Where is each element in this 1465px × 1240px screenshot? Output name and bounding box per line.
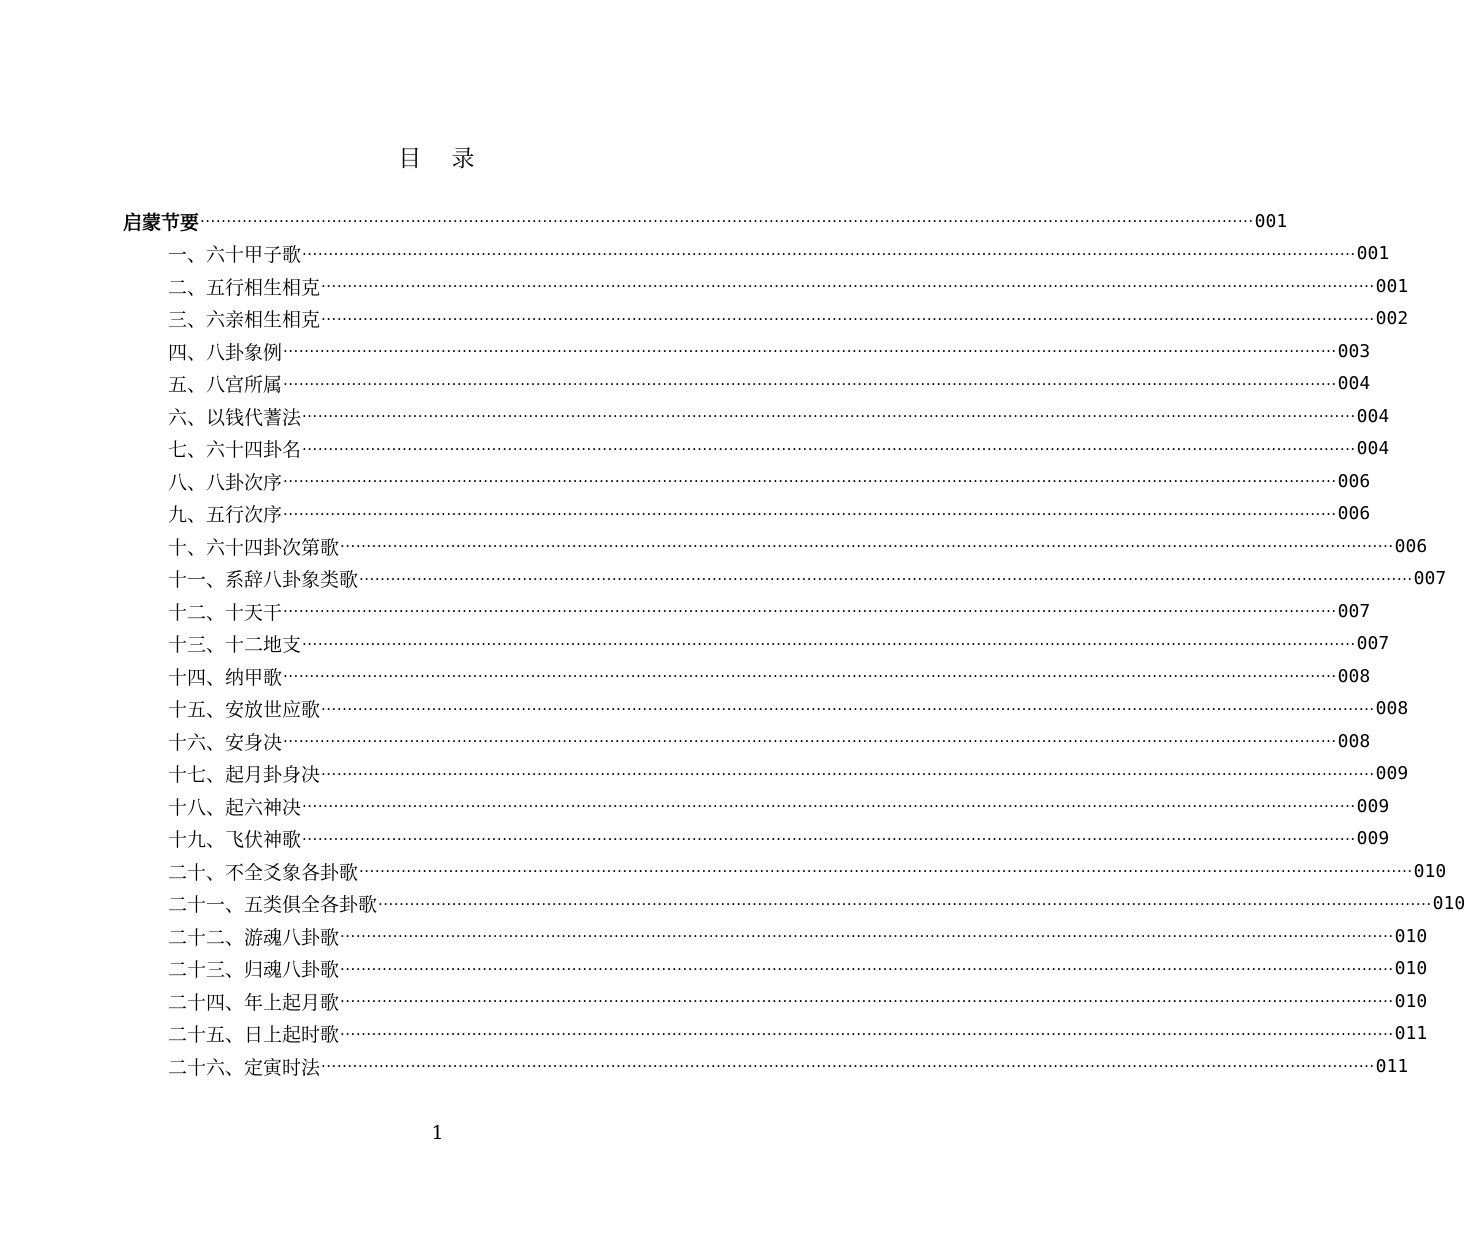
toc-entry-label: 一、六十甲子歌 bbox=[168, 244, 302, 267]
toc-entry-row[interactable] bbox=[168, 725, 1371, 758]
toc-entry-label: 四、八卦象例 bbox=[168, 341, 283, 364]
toc-entry-page: 009 bbox=[1356, 795, 1390, 817]
toc-entry-label: 三、六亲相生相克 bbox=[168, 309, 321, 332]
leader-dots: ········································································································································································································ bbox=[283, 504, 1337, 523]
toc-entry-label: 十七、起月卦身决 bbox=[168, 764, 321, 787]
toc-entry-label: 十一、系辞八卦象类歌 bbox=[168, 569, 359, 592]
leader-dots: ········································································································································································································ bbox=[302, 439, 1356, 458]
toc-entry-label: 二十五、日上起时歌 bbox=[168, 1024, 340, 1047]
toc-entry-row[interactable] bbox=[168, 595, 1371, 628]
toc-entry-label: 九、五行次序 bbox=[168, 504, 283, 527]
leader-dots: ········································································································································································································ bbox=[321, 277, 1375, 296]
leader-dots: ········································································································································································································ bbox=[283, 342, 1337, 361]
leader-dots: ········································································································································································································ bbox=[302, 407, 1356, 426]
toc-entry-label: 二十六、定寅时法 bbox=[168, 1056, 321, 1079]
footer-page-number: 1 bbox=[431, 1122, 444, 1144]
toc-entry-row[interactable] bbox=[168, 238, 1390, 271]
toc-entry-page: 007 bbox=[1356, 633, 1390, 655]
toc-entry-page: 008 bbox=[1375, 698, 1409, 720]
toc-entry-row[interactable] bbox=[168, 888, 1465, 921]
leader-dots: ········································································································································································································ bbox=[302, 829, 1356, 848]
toc-entry-page: 002 bbox=[1375, 308, 1409, 330]
toc-entry-row[interactable] bbox=[168, 563, 1447, 596]
leader-dots: ········································································································································································································ bbox=[359, 569, 1413, 588]
toc-entry-page: 006 bbox=[1394, 535, 1428, 557]
leader-dots: ········································································································································································································ bbox=[283, 374, 1337, 393]
toc-entry-page: 010 bbox=[1394, 990, 1428, 1012]
leader-dots: ········································································································································································································ bbox=[200, 212, 1254, 231]
toc-entry-page: 011 bbox=[1375, 1055, 1409, 1077]
toc-entry-row[interactable] bbox=[168, 985, 1428, 1018]
toc-entry-row[interactable] bbox=[168, 400, 1390, 433]
toc-entry-row[interactable] bbox=[168, 498, 1371, 531]
toc-entry-row[interactable] bbox=[168, 823, 1390, 856]
page-title bbox=[0, 140, 875, 173]
leader-dots: ········································································································································································································ bbox=[340, 927, 1394, 946]
toc-entry-row[interactable] bbox=[168, 855, 1447, 888]
leader-dots: ········································································································································································································ bbox=[302, 244, 1356, 263]
leader-dots: ········································································································································································································ bbox=[283, 602, 1337, 621]
toc-entry-page: 007 bbox=[1413, 568, 1447, 590]
toc-entry-page: 003 bbox=[1337, 340, 1371, 362]
toc-entry-label: 七、六十四卦名 bbox=[168, 439, 302, 462]
toc-entry-label: 二十二、游魂八卦歌 bbox=[168, 926, 340, 949]
toc-entry-page: 006 bbox=[1337, 503, 1371, 525]
toc-entry-page: 006 bbox=[1337, 470, 1371, 492]
title-char-1: 目 bbox=[398, 146, 424, 172]
toc-entry-label: 十二、十天干 bbox=[168, 601, 283, 624]
toc-entry-row[interactable] bbox=[168, 628, 1390, 661]
toc-entry-label: 十五、安放世应歌 bbox=[168, 699, 321, 722]
toc-entry-row[interactable] bbox=[168, 1050, 1409, 1083]
leader-dots: ········································································································································································································ bbox=[321, 699, 1375, 718]
toc-entry-label: 二十四、年上起月歌 bbox=[168, 991, 340, 1014]
toc-entry-page: 004 bbox=[1356, 405, 1390, 427]
toc-entry-label: 六、以钱代蓍法 bbox=[168, 406, 302, 429]
toc-entry-row[interactable] bbox=[168, 530, 1428, 563]
toc-entry-label: 十、六十四卦次第歌 bbox=[168, 536, 340, 559]
toc-entry-row[interactable] bbox=[168, 660, 1371, 693]
toc-entry-label: 二十一、五类俱全各卦歌 bbox=[168, 894, 378, 917]
leader-dots: ········································································································································································································ bbox=[283, 472, 1337, 491]
leader-dots: ········································································································································································································ bbox=[302, 797, 1356, 816]
toc-entry-label: 二、五行相生相克 bbox=[168, 276, 321, 299]
toc-section-page: 001 bbox=[1254, 210, 1288, 232]
toc-entry-row[interactable] bbox=[168, 920, 1428, 953]
toc-entry-row[interactable] bbox=[168, 953, 1428, 986]
toc-section-row[interactable] bbox=[123, 205, 1288, 238]
toc-entry-page: 010 bbox=[1432, 893, 1465, 915]
toc-entry-label: 十六、安身决 bbox=[168, 731, 283, 754]
toc-entry-page: 001 bbox=[1356, 243, 1390, 265]
toc-entry-label: 十三、十二地支 bbox=[168, 634, 302, 657]
toc-entry-row[interactable] bbox=[168, 303, 1409, 336]
leader-dots: ········································································································································································································ bbox=[340, 1024, 1394, 1043]
leader-dots: ········································································································································································································ bbox=[340, 992, 1394, 1011]
toc-entry-row[interactable] bbox=[168, 790, 1390, 823]
leader-dots: ········································································································································································································ bbox=[283, 732, 1337, 751]
toc-entry-row[interactable] bbox=[168, 693, 1409, 726]
leader-dots: ········································································································································································································ bbox=[359, 862, 1413, 881]
leader-dots: ········································································································································································································ bbox=[340, 537, 1394, 556]
leader-dots: ········································································································································································································ bbox=[283, 667, 1337, 686]
toc-entry-row[interactable] bbox=[168, 465, 1371, 498]
toc-entry-page: 011 bbox=[1394, 1023, 1428, 1045]
toc-entry-row[interactable] bbox=[168, 368, 1371, 401]
leader-dots: ········································································································································································································ bbox=[340, 959, 1394, 978]
leader-dots: ········································································································································································································ bbox=[321, 764, 1375, 783]
toc-entry-page: 010 bbox=[1413, 860, 1447, 882]
leader-dots: ········································································································································································································ bbox=[321, 309, 1375, 328]
toc-entry-row[interactable] bbox=[168, 758, 1409, 791]
toc-entry-page: 008 bbox=[1337, 665, 1371, 687]
toc-entry-row[interactable] bbox=[168, 335, 1371, 368]
leader-dots: ········································································································································································································ bbox=[378, 894, 1432, 913]
leader-dots: ········································································································································································································ bbox=[321, 1057, 1375, 1076]
toc-entry-label: 八、八卦次序 bbox=[168, 471, 283, 494]
toc-entry-page: 010 bbox=[1394, 958, 1428, 980]
toc-entry-page: 004 bbox=[1356, 438, 1390, 460]
toc-entry-page: 007 bbox=[1337, 600, 1371, 622]
toc-entry-label: 十四、纳甲歌 bbox=[168, 666, 283, 689]
toc-entry-row[interactable] bbox=[168, 433, 1390, 466]
leader-dots: ········································································································································································································ bbox=[302, 634, 1356, 653]
toc-section-label: 启蒙节要 bbox=[123, 211, 200, 234]
toc-entry-page: 001 bbox=[1375, 275, 1409, 297]
toc-entry-page: 009 bbox=[1375, 763, 1409, 785]
toc-entry-row[interactable] bbox=[168, 270, 1409, 303]
toc-entry-label: 五、八宫所属 bbox=[168, 374, 283, 397]
toc-entry-row[interactable] bbox=[168, 1018, 1428, 1051]
toc-entry-label: 十八、起六神决 bbox=[168, 796, 302, 819]
toc-entry-label: 二十、不全爻象各卦歌 bbox=[168, 861, 359, 884]
toc-entry-page: 010 bbox=[1394, 925, 1428, 947]
toc-entry-page: 004 bbox=[1337, 373, 1371, 395]
title-char-2: 录 bbox=[451, 146, 477, 172]
toc-entry-page: 008 bbox=[1337, 730, 1371, 752]
toc-entry-page: 009 bbox=[1356, 828, 1390, 850]
toc-entry-label: 十九、飞伏神歌 bbox=[168, 829, 302, 852]
toc-entry-label: 二十三、归魂八卦歌 bbox=[168, 959, 340, 982]
